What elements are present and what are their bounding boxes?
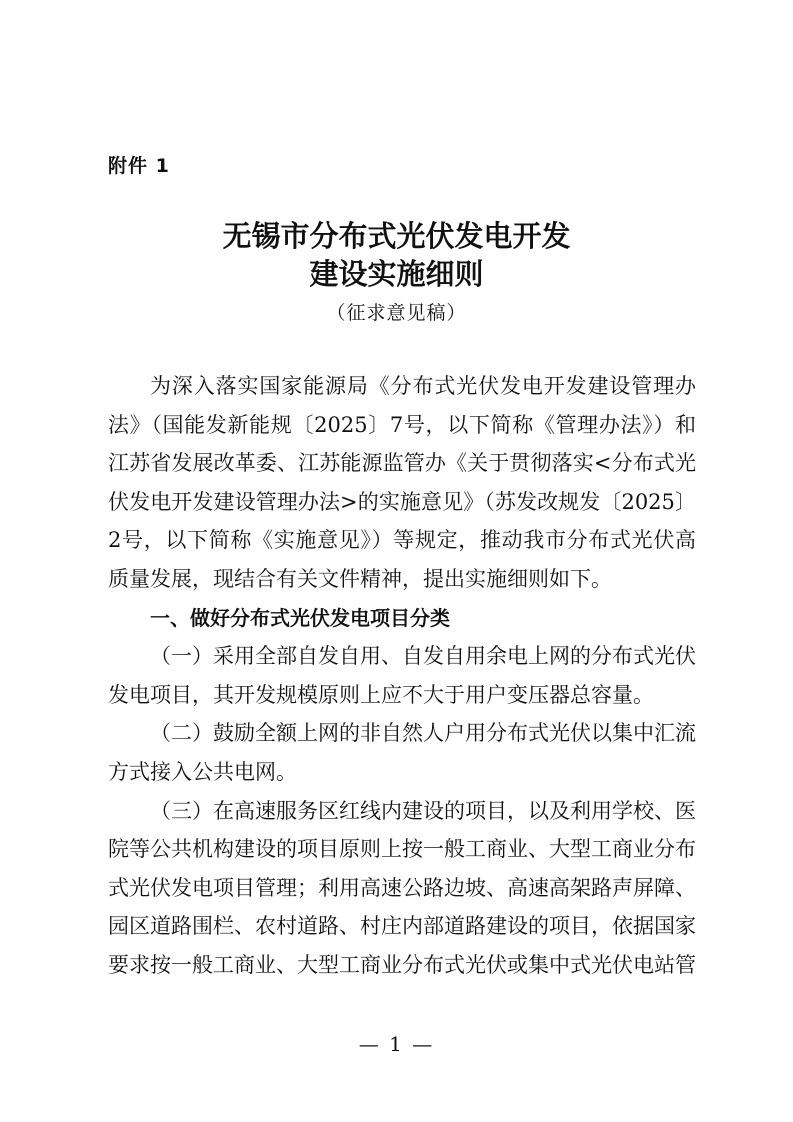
document-title-line1: 无锡市分布式光伏发电开发 (222, 219, 571, 253)
page-number: — 1 — (358, 1032, 435, 1056)
clause-2: （二）鼓励全额上网的非自然人户用分布式光伏以集中汇流方式接入公共电网。 (108, 721, 696, 784)
clause-3: （三）在高速服务区红线内建设的项目，以及利用学校、医院等公共机构建设的项目原则上按一般工商业、大型工商业分布式光伏发电项目管理；利用高速公路边坡、高速高架路声屏障、园区道路围栏、农村道路、村庄内部道路建设的项目，依据国家要求按一般工商业、大型工商业分布式光伏或集中式光伏电站管 (108, 798, 696, 977)
document-body (108, 367, 696, 985)
section-heading-1: 一、做好分布式光伏发电项目分类 (150, 605, 450, 630)
clause-1: （一）采用全部自发自用、自发自用余电上网的分布式光伏发电项目，其开发规模原则上应不大于用户变压器总容量。 (108, 644, 696, 707)
attachment-label: 附件 1 (108, 155, 170, 177)
document-title-line2: 建设实施细则 (309, 257, 484, 291)
intro-paragraph: 为深入落实国家能源局《分布式光伏发电开发建设管理办法》（国能发新能规〔2025〕7号，以下简称《管理办法》）和江苏省发展改革委、江苏能源监管办《关于贯彻落实<分布式光伏发电开发建设管理办法>的实施意见》（苏发改规发〔2025〕2号，以下简称《实施意见》）等规定，推动我市分布式光伏高质量发展，现结合有关文件精神，提出实施细则如下。 (108, 374, 696, 591)
document-subtitle: （征求意见稿） (326, 302, 467, 324)
